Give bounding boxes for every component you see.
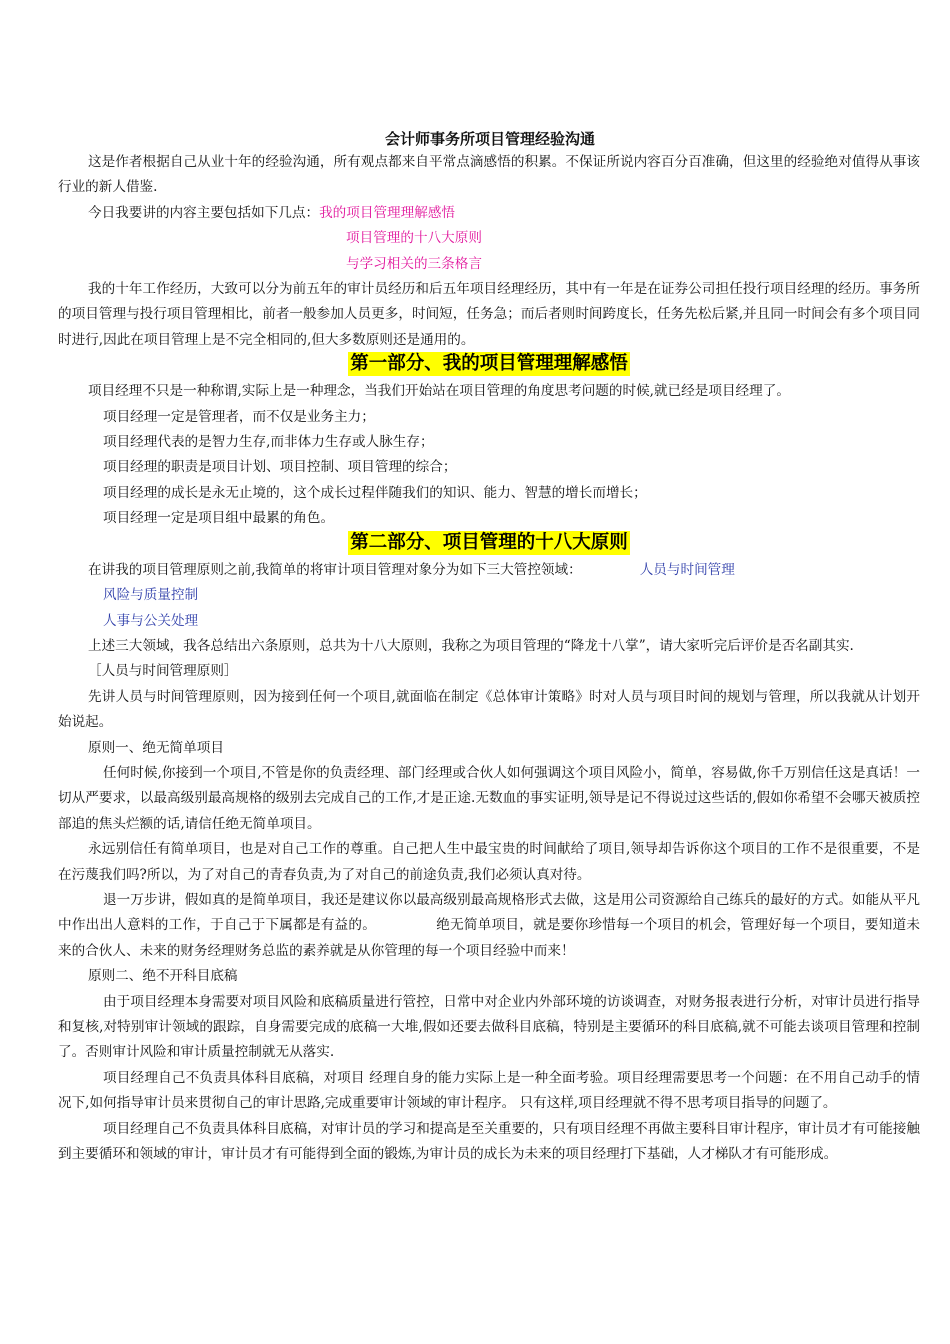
- principle-1-title: 原则一、绝无简单项目: [88, 739, 224, 756]
- principle-1-text-b: 绝无简单项目，就是要你珍惜每一个项目的机会，管理好每一个项目，要知道未来的合伙人、未来的财务经理财务总监的素养就是从你管理的每一个项目经验中而来！: [58, 917, 921, 959]
- part1-list-item: 项目经理的成长是永无止境的，这个成长过程伴随我们的知识、能力、智慧的增长而增长；: [103, 484, 647, 501]
- part1-list-item: 项目经理的职责是项目计划、项目控制、项目管理的综合；: [103, 459, 457, 476]
- part1-paragraph: 项目经理不只是一种称谓,实际上是一种理念，当我们开始站在项目管理的角度思考问题的时候,就已经是项目经理了。: [88, 383, 790, 400]
- part2-paragraph-3: 先讲人员与时间管理原则，因为接到任何一个项目,就面临在制定《总体审计策略》时对人员与项目时间的规划与管理，所以我就从计划开始说起。: [58, 688, 920, 731]
- intro-paragraph-1: 这是作者根据自己从业十年的经验沟通，所有观点都来自平常点滴感悟的积累。不保证所说内容百分百准确，但这里的经验绝对值得从事该行业的新人借鉴.: [58, 154, 920, 196]
- topics-lead-text: 今日我要讲的内容主要包括如下几点：: [88, 204, 320, 221]
- document-page: [58, 128, 920, 1167]
- principle-1-paragraph: 永远别信任有简单项目，也是对自己工作的尊重。自己把人生中最宝贵的时间献给了项目,领导却告诉你这个项目的工作不是很重要，不是在污蔑我们吗?所以，为了对自己的青春负责,为了对自己的前途负责,我们必须认真对待。: [58, 841, 920, 883]
- domain-item: 人事与公关处理: [103, 612, 199, 629]
- topic-item: 项目管理的十八大原则: [346, 230, 482, 247]
- principle-2-title: 原则二、绝不开科目底稿: [88, 968, 238, 985]
- topic-item: 与学习相关的三条格言: [346, 255, 482, 272]
- domain-item: 人员与时间管理: [639, 561, 735, 578]
- principle-1-paragraph: [58, 888, 920, 964]
- part1-list-item: 项目经理一定是项目组中最累的角色。: [103, 510, 335, 527]
- domain-item: 风险与质量控制: [103, 587, 199, 604]
- topic-item: 我的项目管理理解感悟: [319, 204, 456, 221]
- part1-list-item: 项目经理代表的是智力生存,而非体力生存或人脉生存；: [103, 434, 434, 451]
- principle-1-paragraph: 任何时候,你接到一个项目,不管是你的负责经理、部门经理或合伙人如何强调这个项目风险小，简单，容易做,你千万别信任这是真话！一切从严要求，以最高级别最高规格的级别去完成自己的工作,才是正途.无数血的事实证明,领导是记不得说过这些话的,假如你希望不会哪天被质控部追的焦头烂额的话,请信任绝无简单项目。: [58, 764, 920, 832]
- principle-2-paragraph: 项目经理自己不负责具体科目底稿，对审计员的学习和提高是至关重要的，只有项目经理不再做主要科目审计程序，审计员才有可能接触到主要循环和领域的审计，审计员才有可能得到全面的锻炼,为审计员的成长为未来的项目经理打下基础，人才梯队才有可能形成。: [58, 1120, 920, 1163]
- domains-lead-text: 在讲我的项目管理原则之前,我简单的将审计项目管理对象分为如下三大管控领域：: [88, 561, 582, 578]
- principle-2-paragraph: 由于项目经理本身需要对项目风险和底稿质量进行管控，日常中对企业内外部环境的访谈调查，对财务报表进行分析，对审计员进行指导和复核,对特别审计领域的跟踪，自身需要完成的底稿一大堆,假如还要去做科目底稿，特别是主要循环的科目底稿,就不可能去谈项目管理和控制了。否则审计风险和审计质量控制就无从落实.: [58, 993, 920, 1061]
- part1-list-item: 项目经理一定是管理者，而不仅是业务主力；: [103, 408, 375, 425]
- intro-paragraph-3: 我的十年工作经历，大致可以分为前五年的审计员经历和后五年项目经理经历，其中有一年是在证券公司担任投行项目经理的经历。事务所的项目管理与投行项目管理相比，前者一般参加人员更多，时间短，任务急；而后者则时间跨度长，任务先松后紧,并且同一时间会有多个项目同时进行,因此在项目管理上是不完全相同的,但大多数原则还是通用的。: [58, 281, 920, 348]
- document-title: 会计师事务所项目管理经验沟通: [384, 130, 595, 148]
- section-label: ［人员与时间管理原则］: [88, 663, 238, 680]
- topics-intro-row: [58, 201, 920, 226]
- principle-1-text-a: 退一万步讲，假如真的是简单项目，我还是建议你以最高级别最高规格形式去做，这是用公司资源给自己练兵的最好的方式。如能从平凡中作出出人意料的工作，于自己于下属都是有益的。: [58, 891, 920, 934]
- principle-2-paragraph: 项目经理自己不负责具体科目底稿，对项目 经理自身的能力实际上是一种全面考验。项目经理需要思考一个问题：在不用自己动手的情况下,如何指导审计员来贯彻自己的审计思路,完成重要审计领域的审计程序。 只有这样,项目经理就不得不思考项目指导的问题了。: [58, 1069, 920, 1112]
- domains-intro-row: [58, 558, 920, 583]
- part1-heading: 第一部分、我的项目管理理解感悟: [350, 353, 628, 375]
- part2-heading: 第二部分、项目管理的十八大原则: [350, 531, 628, 553]
- part2-paragraph-2: 上述三大领域，我各总结出六条原则，总共为十八大原则，我称之为项目管理的“降龙十八掌”，请大家听完后评价是否名副其实.: [88, 637, 854, 654]
